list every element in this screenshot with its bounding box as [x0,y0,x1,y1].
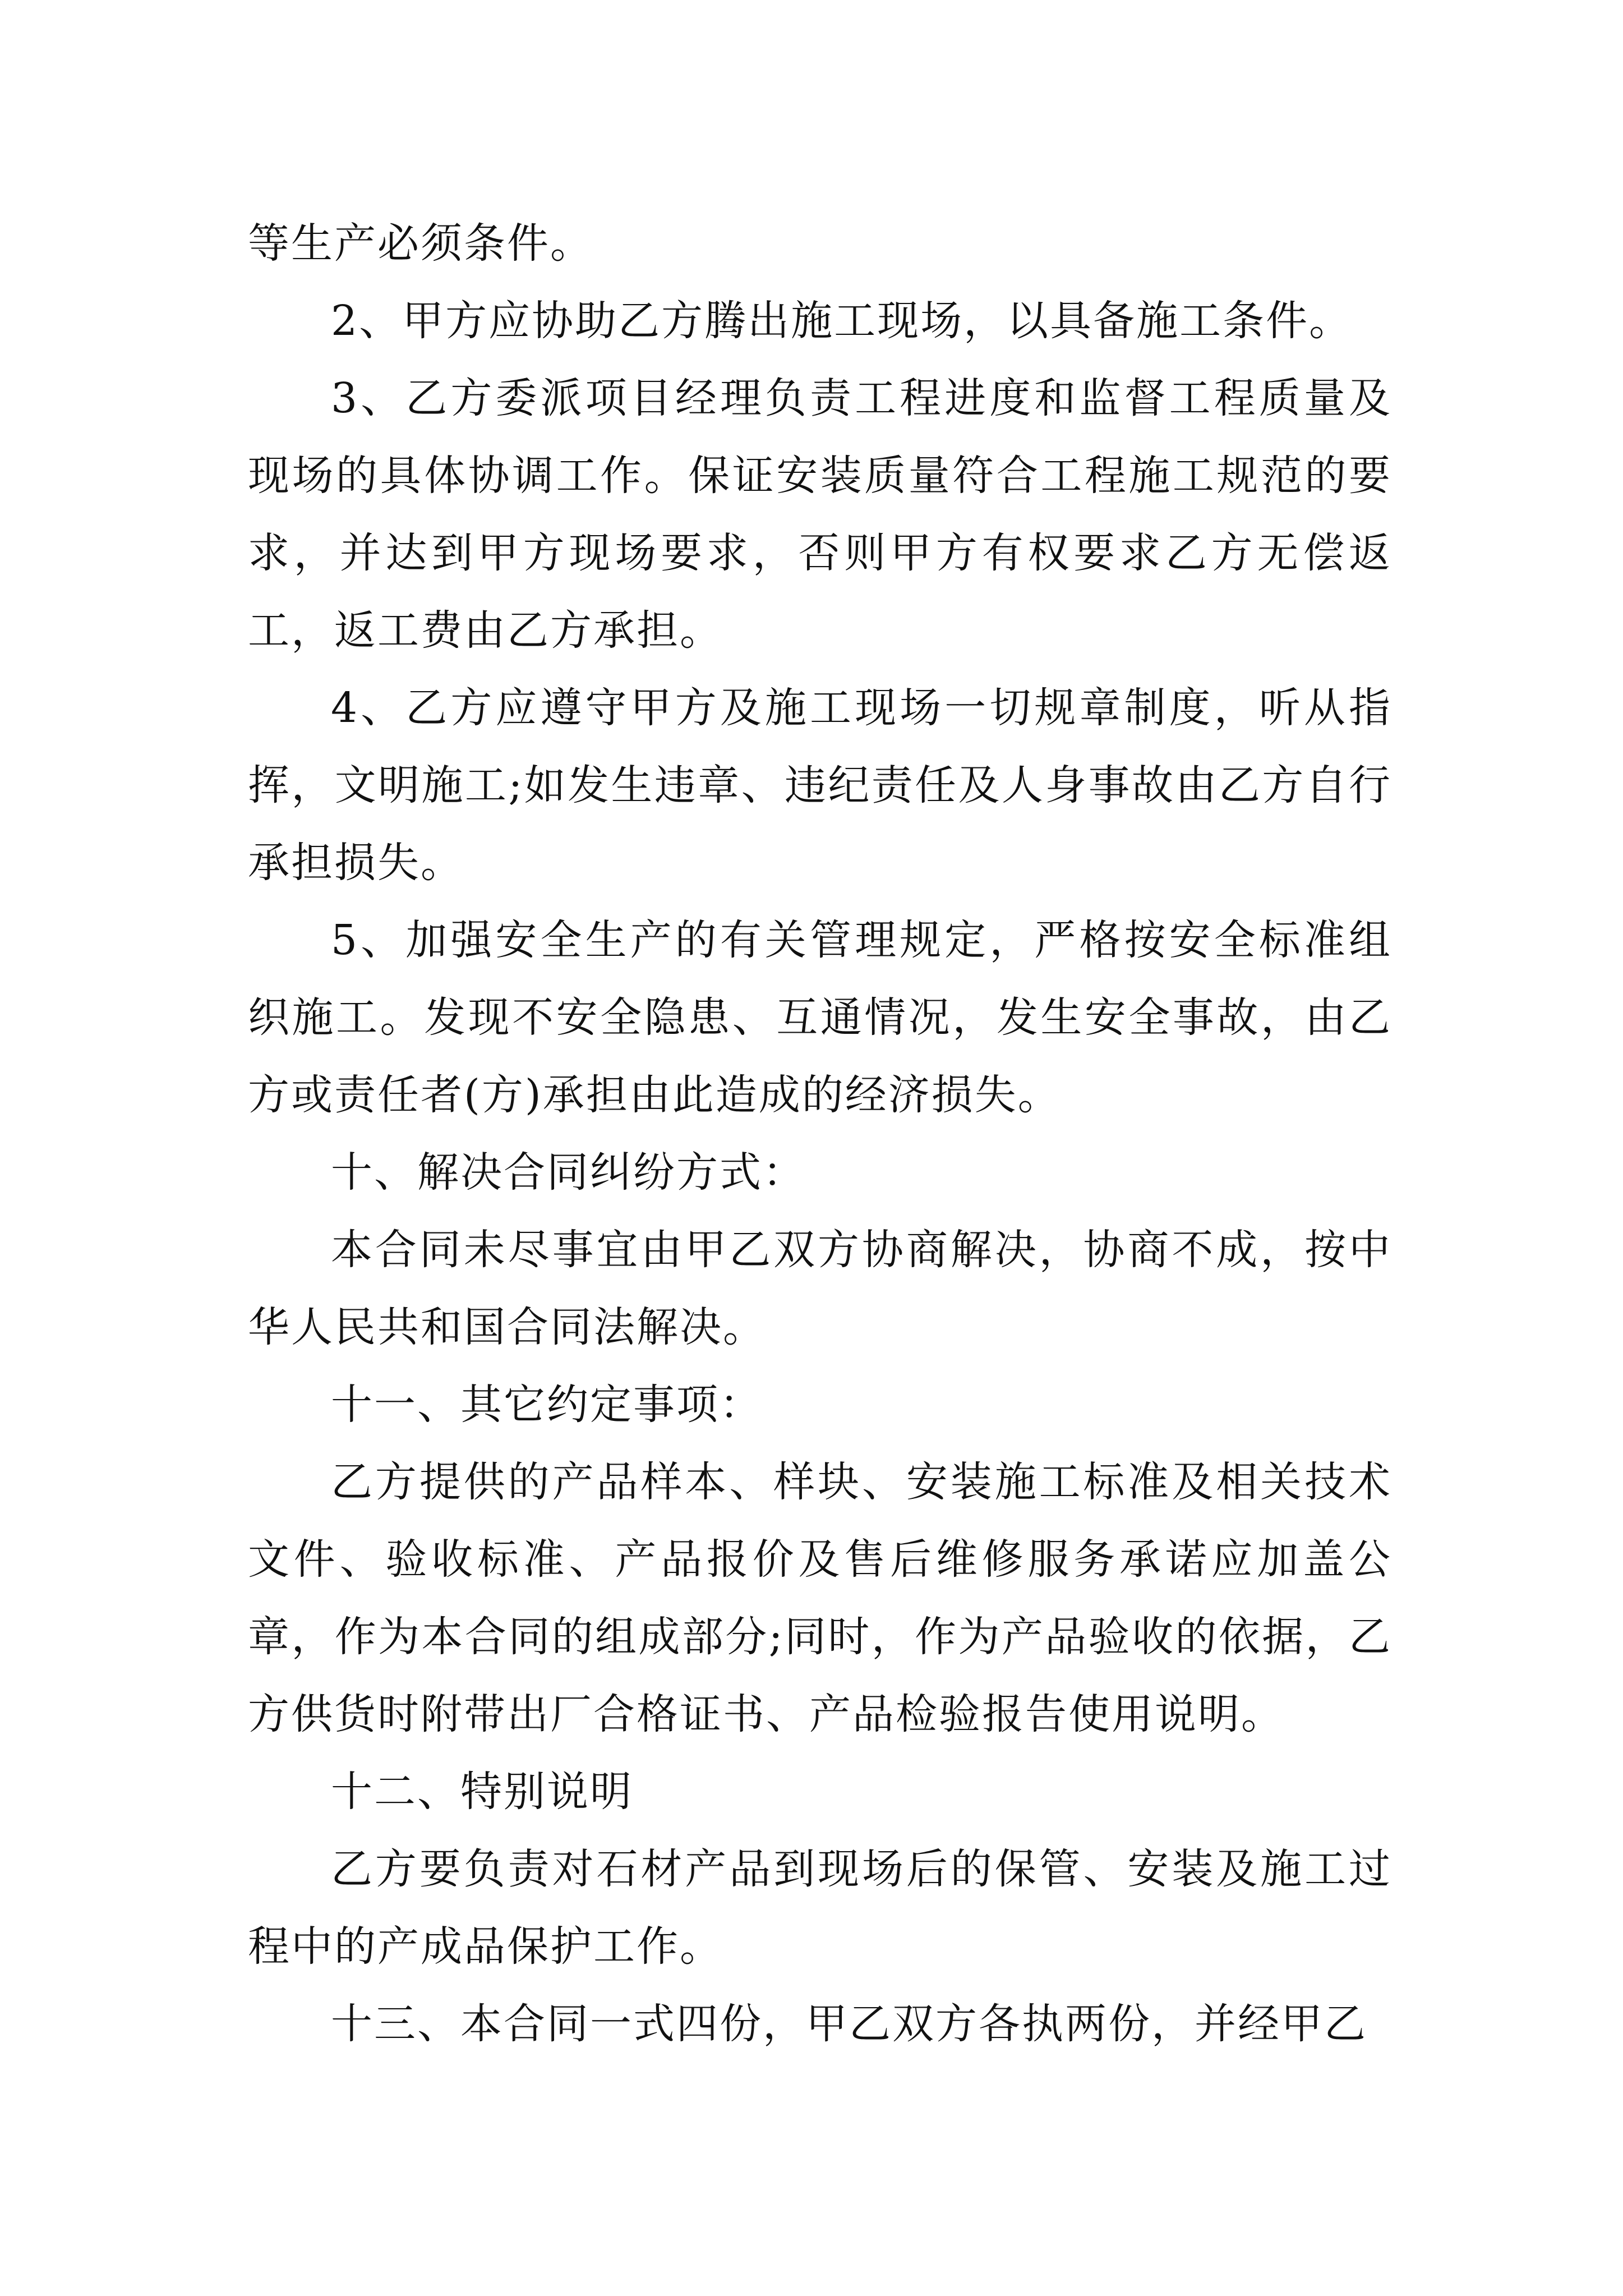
paragraph-clause-5: 5、加强安全生产的有关管理规定，严格按安全标准组织施工。发现不安全隐患、互通情况，发生安全事故，由乙方或责任者(方)承担由此造成的经济损失。 [248,916,1392,1119]
paragraph-clause-13: 十三、本合同一式四份，甲乙双方各执两份，并经甲乙 [331,2000,1367,2048]
paragraph-dispute-resolution: 本合同未尽事宜由甲乙双方协商解决，协商不成，按中华人民共和国合同法解决。 [248,1226,1392,1351]
paragraph-special-notes: 乙方要负责对石材产品到现场后的保管、安装及施工过程中的产成品保护工作。 [248,1845,1392,1971]
paragraph-other-terms: 乙方提供的产品样本、样块、安装施工标准及相关技术文件、验收标准、产品报价及售后维修服务承诺应加盖公章，作为本合同的组成部分;同时，作为产品验收的依据，乙方供货时附带出厂合格证书、产品检验报告使用说明。 [248,1458,1392,1738]
section-heading-11: 十一、其它约定事项： [331,1381,763,1429]
section-heading-12: 十二、特别说明 [331,1768,633,1816]
document-body [248,205,1392,2063]
section-heading-10: 十、解决合同纠纷方式： [331,1148,806,1197]
paragraph-clause-3: 3、乙方委派项目经理负责工程进度和监督工程质量及现场的具体协调工作。保证安装质量符合工程施工规范的要求，并达到甲方现场要求，否则甲方有权要求乙方无偿返工，返工费由乙方承担。 [248,374,1392,655]
paragraph-clause-4: 4、乙方应遵守甲方及施工现场一切规章制度，听从指挥，文明施工;如发生违章、违纪责任及人身事故由乙方自行承担损失。 [248,684,1392,887]
paragraph-clause-2: 2、甲方应协助乙方腾出施工现场，以具备施工条件。 [331,297,1353,345]
paragraph-continuation: 等生产必须条件。 [248,219,593,268]
